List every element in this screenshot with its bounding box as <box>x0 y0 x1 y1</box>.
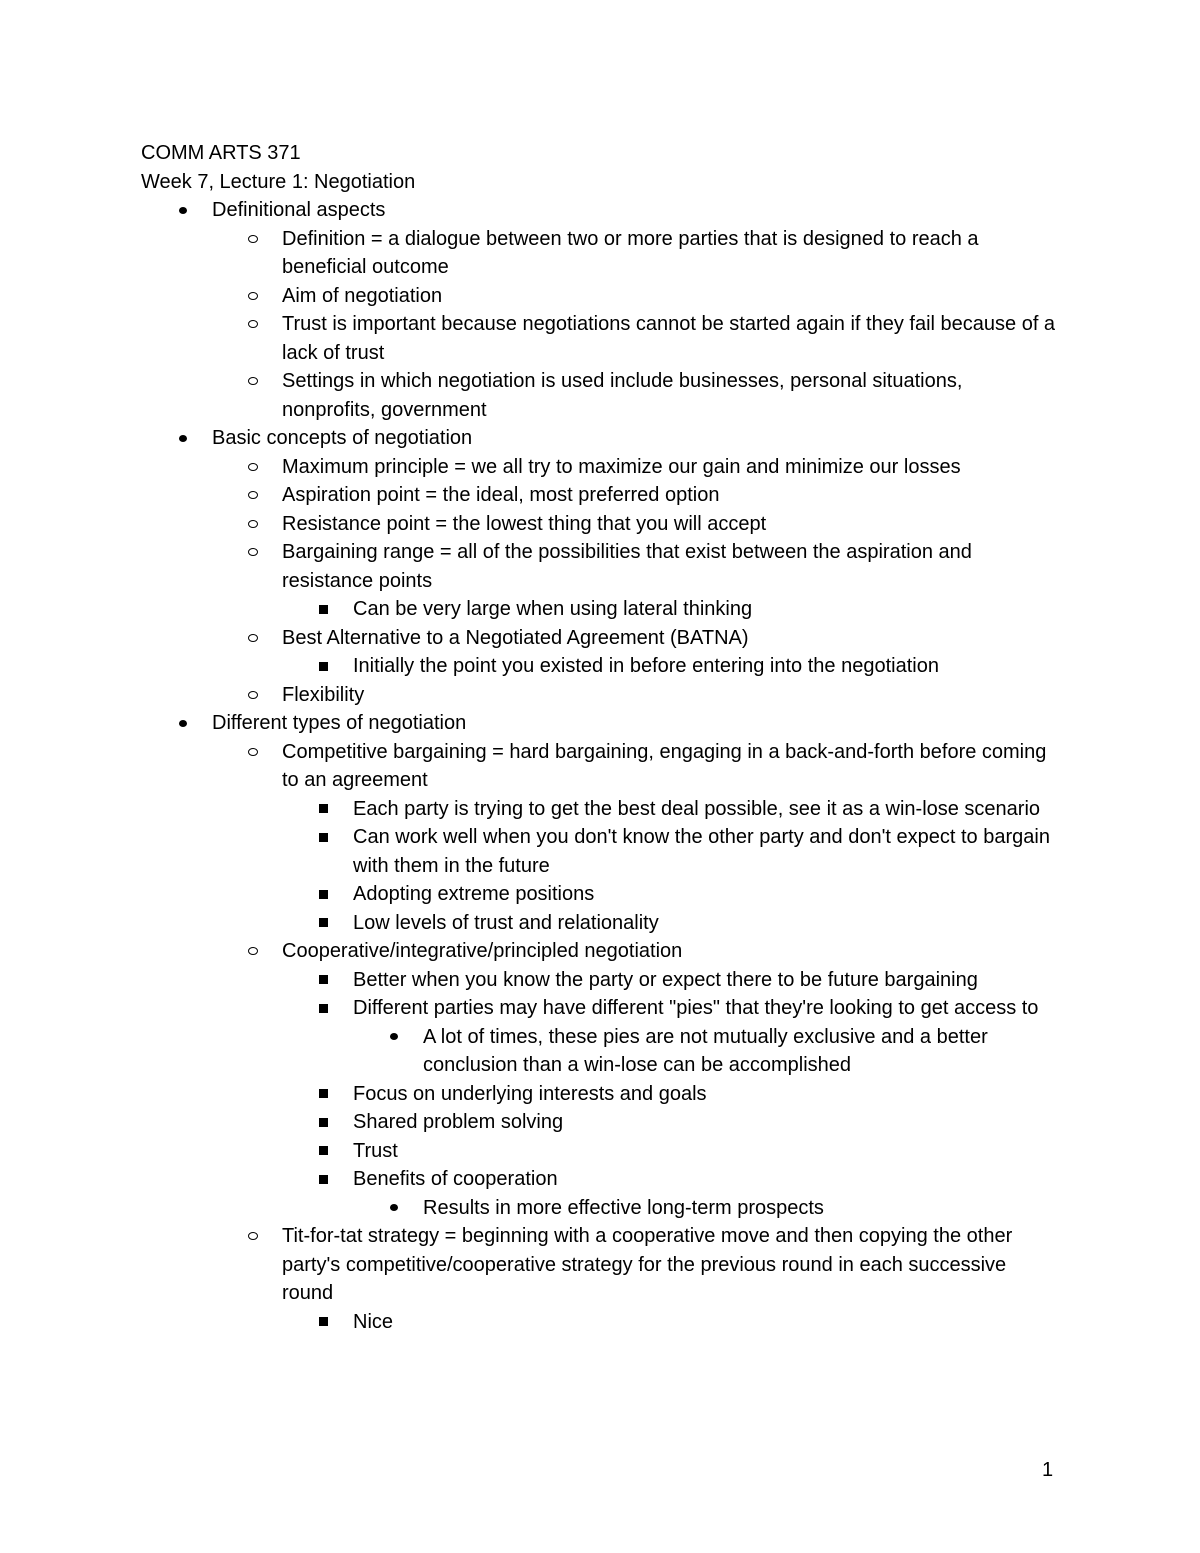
list-item-level-3 <box>141 652 1061 681</box>
list-item-level-2 <box>141 282 1061 311</box>
list-item-text: Focus on underlying interests and goals <box>353 1082 707 1105</box>
bullet-square-icon <box>317 595 329 624</box>
bullet-dot-icon <box>388 1023 400 1052</box>
list-item-text: Results in more effective long-term prospects <box>423 1196 824 1219</box>
list-item-text: Can work well when you don't know the other party and don't expect to bargain with them in the future <box>353 826 1050 877</box>
list-item-text: Resistance point = the lowest thing that you will accept <box>282 512 767 535</box>
list-item-text: Aim of negotiation <box>282 284 443 307</box>
list-item-text: Adopting extreme positions <box>353 883 595 905</box>
bullet-square-icon <box>317 994 329 1023</box>
list-item-text: Can be very large when using lateral thinking <box>353 598 753 620</box>
bullet-dot-icon <box>388 1194 400 1223</box>
list-item-text: Better when you know the party or expect there to be future bargaining <box>353 968 978 991</box>
list-item-level-3 <box>141 1080 1061 1109</box>
list-item-text: Definitional aspects <box>212 199 386 221</box>
list-item-level-2 <box>141 937 1061 966</box>
bullet-square-icon <box>317 652 329 681</box>
list-item-text: Basic concepts of negotiation <box>212 427 473 449</box>
bullet-circle-icon <box>247 310 259 339</box>
list-item-text: A lot of times, these pies are not mutually exclusive and a better conclusion than a win-lose can be accomplished <box>423 1025 988 1076</box>
list-item-level-3 <box>141 966 1061 995</box>
bullet-dot-icon <box>177 196 189 225</box>
list-item-text: Different parties may have different "pies" that they're looking to get access to <box>353 997 1039 1019</box>
bullet-square-icon <box>317 880 329 909</box>
bullet-circle-icon <box>247 453 259 482</box>
list-item-text: Cooperative/integrative/principled negotiation <box>282 940 683 962</box>
list-item-level-3 <box>141 880 1061 909</box>
bullet-square-icon <box>317 1165 329 1194</box>
course-title: COMM ARTS 371 <box>141 142 301 164</box>
list-item-level-2 <box>141 481 1061 510</box>
list-item-level-2 <box>141 367 1061 424</box>
list-item-level-3 <box>141 1308 1061 1337</box>
list-item-level-3 <box>141 909 1061 938</box>
list-item-text: Competitive bargaining = hard bargaining, engaging in a back-and-forth before coming to an agreement <box>282 740 1047 791</box>
list-item-text: Benefits of cooperation <box>353 1168 558 1190</box>
list-item-level-3 <box>141 595 1061 624</box>
list-item-level-3 <box>141 795 1061 824</box>
list-item-text: Tit-for-tat strategy = beginning with a cooperative move and then copying the other party's competitive/cooperative strategy for the previous round in each successive round <box>282 1225 1013 1304</box>
bullet-circle-icon <box>247 937 259 966</box>
list-item-text: Trust <box>353 1139 398 1162</box>
list-item-text: Best Alternative to a Negotiated Agreement (BATNA) <box>282 626 749 649</box>
list-item-text: Flexibility <box>282 683 365 706</box>
list-item-level-2 <box>141 453 1061 482</box>
bullet-square-icon <box>317 909 329 938</box>
bullet-square-icon <box>317 1308 329 1337</box>
bullet-circle-icon <box>247 738 259 767</box>
list-item-level-2 <box>141 538 1061 595</box>
bullet-dot-icon <box>177 709 189 738</box>
list-item-text: Trust is important because negotiations cannot be started again if they fail because of a lack of trust <box>282 313 1056 364</box>
list-item-level-3 <box>141 1165 1061 1194</box>
bullet-circle-icon <box>247 225 259 254</box>
list-item-text: Each party is trying to get the best deal possible, see it as a win-lose scenario <box>353 797 1041 820</box>
bullet-dot-icon <box>177 424 189 453</box>
page-number: 1 <box>1042 1459 1054 1481</box>
bullet-circle-icon <box>247 481 259 510</box>
list-item-level-1 <box>141 709 1061 738</box>
list-item-text: Shared problem solving <box>353 1111 564 1133</box>
list-item-level-4 <box>141 1194 1061 1223</box>
list-item-level-3 <box>141 994 1061 1023</box>
list-item-text: Bargaining range = all of the possibilities that exist between the aspiration and resistance points <box>282 541 972 592</box>
bullet-square-icon <box>317 1137 329 1166</box>
list-item-level-2 <box>141 225 1061 282</box>
bullet-circle-icon <box>247 538 259 567</box>
document-body <box>141 139 1061 1336</box>
list-item-level-2 <box>141 310 1061 367</box>
list-item-text: Initially the point you existed in before entering into the negotiation <box>353 655 939 677</box>
list-item-level-3 <box>141 1108 1061 1137</box>
list-item-level-1 <box>141 196 1061 225</box>
list-item-level-2 <box>141 510 1061 539</box>
bullet-circle-icon <box>247 282 259 311</box>
list-item-text: Different types of negotiation <box>212 712 467 734</box>
list-item-text: Nice <box>353 1310 394 1333</box>
list-item-level-3 <box>141 823 1061 880</box>
bullet-circle-icon <box>247 1222 259 1251</box>
bullet-circle-icon <box>247 510 259 539</box>
bullet-circle-icon <box>247 367 259 396</box>
bullet-square-icon <box>317 823 329 852</box>
lecture-title: Week 7, Lecture 1: Negotiation <box>141 170 416 193</box>
bullet-circle-icon <box>247 624 259 653</box>
list-item-text: Maximum principle = we all try to maximize our gain and minimize our losses <box>282 455 961 478</box>
list-item-level-2 <box>141 1222 1061 1308</box>
list-item-level-4 <box>141 1023 1061 1080</box>
list-item-level-2 <box>141 681 1061 710</box>
list-item-level-3 <box>141 1137 1061 1166</box>
list-item-level-2 <box>141 738 1061 795</box>
bullet-square-icon <box>317 1108 329 1137</box>
bullet-square-icon <box>317 1080 329 1109</box>
outline-list <box>141 196 1061 1336</box>
bullet-square-icon <box>317 966 329 995</box>
bullet-circle-icon <box>247 681 259 710</box>
list-item-text: Low levels of trust and relationality <box>353 911 659 934</box>
bullet-square-icon <box>317 795 329 824</box>
list-item-text: Definition = a dialogue between two or more parties that is designed to reach a beneficial outcome <box>282 227 979 278</box>
list-item-text: Settings in which negotiation is used include businesses, personal situations, nonprofits, government <box>282 370 963 421</box>
list-item-text: Aspiration point = the ideal, most preferred option <box>282 484 720 506</box>
list-item-level-1 <box>141 424 1061 453</box>
list-item-level-2 <box>141 624 1061 653</box>
